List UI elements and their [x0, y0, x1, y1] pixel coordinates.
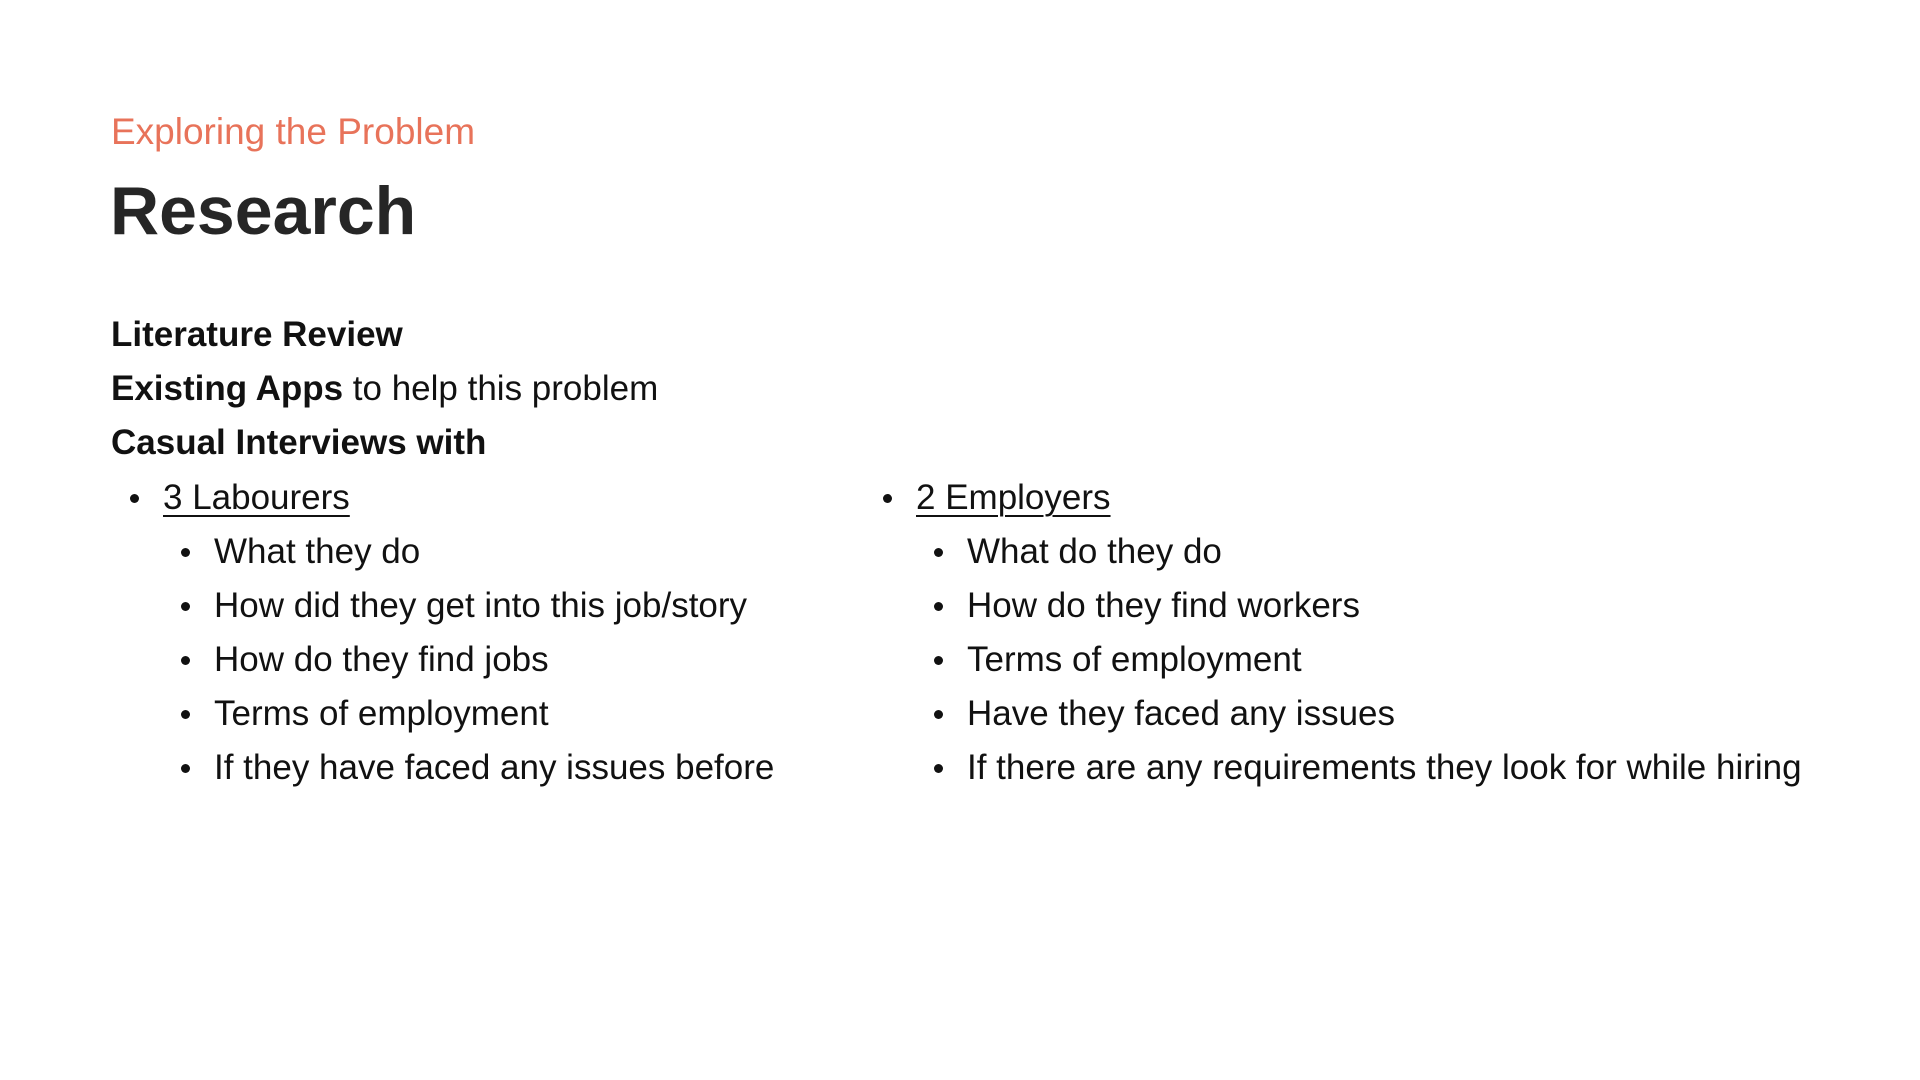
- method-label: Casual Interviews with: [111, 423, 487, 462]
- bullet-icon: [934, 764, 943, 773]
- question-text: Terms of employment: [967, 640, 1302, 679]
- bullet-icon: [181, 602, 190, 611]
- question-text: What they do: [214, 532, 421, 571]
- list-item: [181, 741, 774, 795]
- method-casual-interviews: [111, 416, 658, 470]
- question-text: How do they find jobs: [214, 640, 549, 679]
- bullet-icon: [130, 494, 139, 503]
- list-item: [181, 579, 774, 633]
- labourers-questions: [181, 525, 774, 795]
- question-text: How do they find workers: [967, 586, 1360, 625]
- bullet-icon: [883, 494, 892, 503]
- method-detail: to help this problem: [343, 369, 659, 408]
- page-title: Research: [110, 173, 417, 249]
- section-eyebrow: Exploring the Problem: [111, 111, 476, 152]
- bullet-icon: [934, 710, 943, 719]
- question-text: How did they get into this job/story: [214, 586, 748, 625]
- list-item: [934, 579, 1802, 633]
- list-item: [934, 525, 1802, 579]
- labourers-column: [130, 471, 774, 795]
- list-item: [181, 525, 774, 579]
- list-item: [181, 633, 774, 687]
- list-item: [181, 687, 774, 741]
- question-text: What do they do: [967, 532, 1222, 571]
- question-text: Have they faced any issues: [967, 694, 1396, 733]
- employers-link[interactable]: 2 Employers: [916, 478, 1111, 517]
- method-literature-review: [111, 308, 658, 362]
- method-existing-apps: [111, 362, 658, 416]
- method-label: Literature Review: [111, 315, 403, 354]
- list-item-employers: [883, 471, 1802, 525]
- bullet-icon: [181, 710, 190, 719]
- bullet-icon: [181, 548, 190, 557]
- bullet-icon: [181, 764, 190, 773]
- bullet-icon: [934, 548, 943, 557]
- question-text: If there are any requirements they look for while hiring: [967, 748, 1802, 787]
- method-label: Existing Apps: [111, 369, 344, 408]
- employers-questions: [934, 525, 1802, 795]
- bullet-icon: [934, 656, 943, 665]
- question-text: Terms of employment: [214, 694, 549, 733]
- list-item-labourers: [130, 471, 774, 525]
- bullet-icon: [181, 656, 190, 665]
- bullet-icon: [934, 602, 943, 611]
- list-item: [934, 741, 1802, 795]
- research-methods: [111, 308, 658, 470]
- labourers-link[interactable]: 3 Labourers: [163, 478, 350, 517]
- employers-column: [883, 471, 1802, 795]
- question-text: If they have faced any issues before: [214, 748, 775, 787]
- list-item: [934, 687, 1802, 741]
- list-item: [934, 633, 1802, 687]
